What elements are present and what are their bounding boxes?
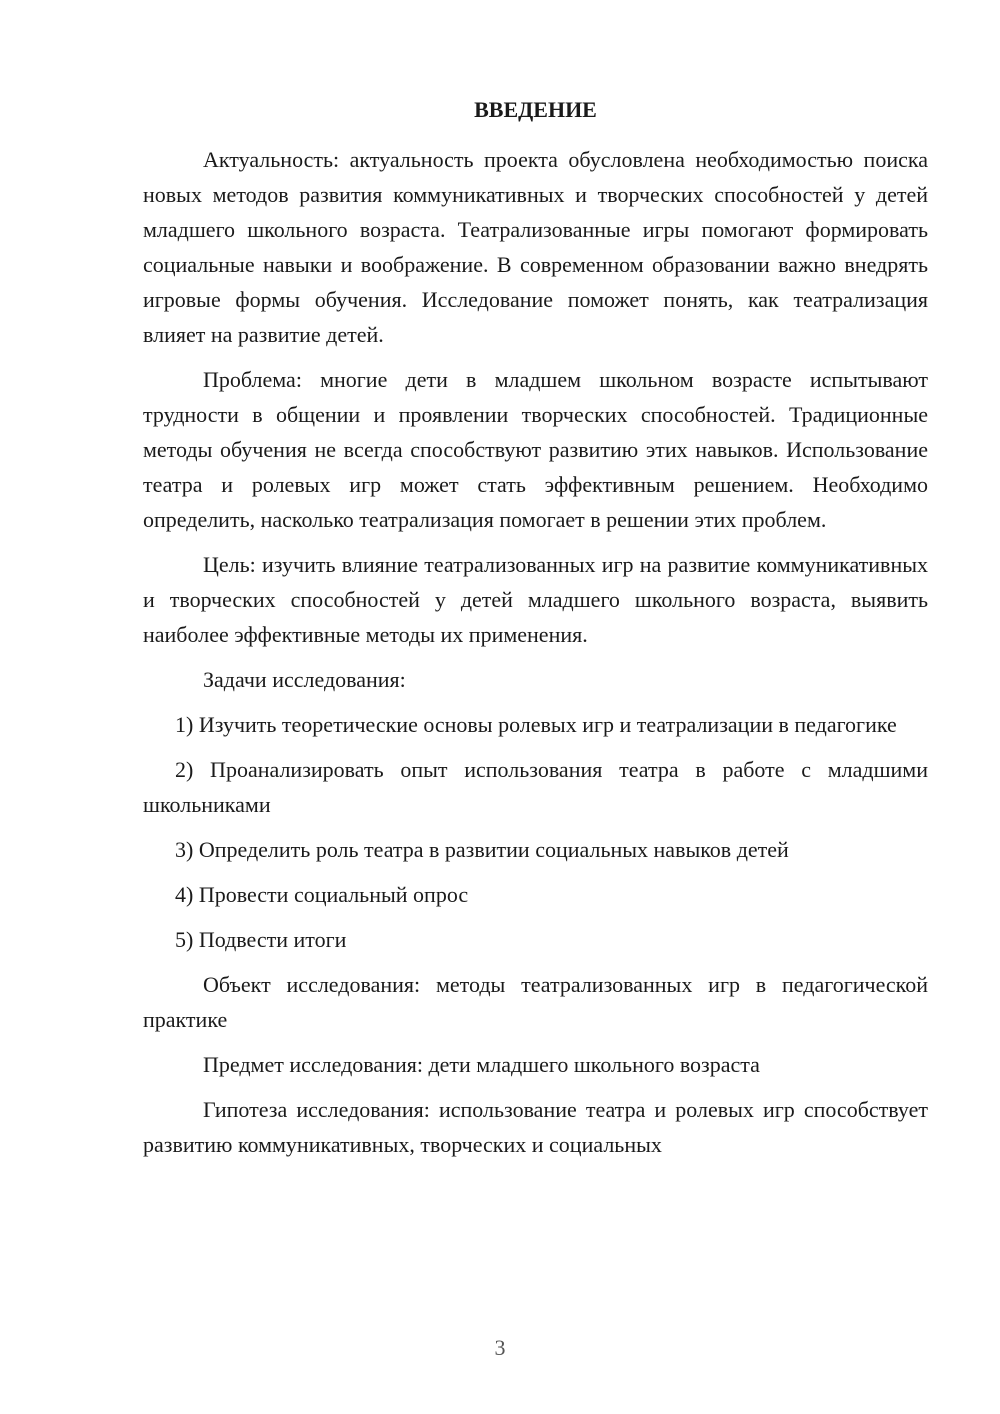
task-item: 5) Подвести итоги	[175, 927, 347, 952]
problem-paragraph: Проблема: многие дети в младшем школьном возрасте испытывают трудности в общении и проявлении творческих способностей. Традиционные методы обучения не всегда способствуют развитию этих навыков. Использование театра и ролевых игр может стать эффективным решением. Необходимо определить, насколько театрализация помогает в решении этих проблем.	[143, 367, 928, 532]
subject-paragraph: Предмет исследования: дети младшего школьного возраста	[203, 1052, 760, 1077]
object-paragraph: Объект исследования: методы театрализованных игр в педагогической практике	[143, 972, 928, 1032]
page-number: 3	[494, 1335, 506, 1360]
task-item: 3) Определить роль театра в развитии социальных навыков детей	[175, 837, 789, 862]
task-item: 1) Изучить теоретические основы ролевых игр и театрализации в педагогике	[175, 712, 897, 737]
document-body	[143, 142, 928, 1172]
page-title: ВВЕДЕНИЕ	[474, 97, 597, 122]
tasks-heading: Задачи исследования:	[203, 667, 406, 692]
relevance-paragraph: Актуальность: актуальность проекта обусловлена необходимостью поиска новых методов развития коммуникативных и творческих способностей у детей младшего школьного возраста. Театрализованные игры помогают формировать социальные навыки и воображение. В современном образовании важно внедрять игровые формы обучения. Исследование поможет понять, как театрализация влияет на развитие детей.	[143, 147, 928, 347]
task-item: 4) Провести социальный опрос	[175, 882, 469, 907]
task-item: 2) Проанализировать опыт использования театра в работе с младшими школьниками	[143, 757, 928, 817]
hypothesis-paragraph: Гипотеза исследования: использование театра и ролевых игр способствует развитию коммуникативных, творческих и социальных	[143, 1097, 928, 1157]
goal-paragraph: Цель: изучить влияние театрализованных игр на развитие коммуникативных и творческих способностей у детей младшего школьного возраста, выявить наиболее эффективные методы их применения.	[143, 552, 928, 647]
